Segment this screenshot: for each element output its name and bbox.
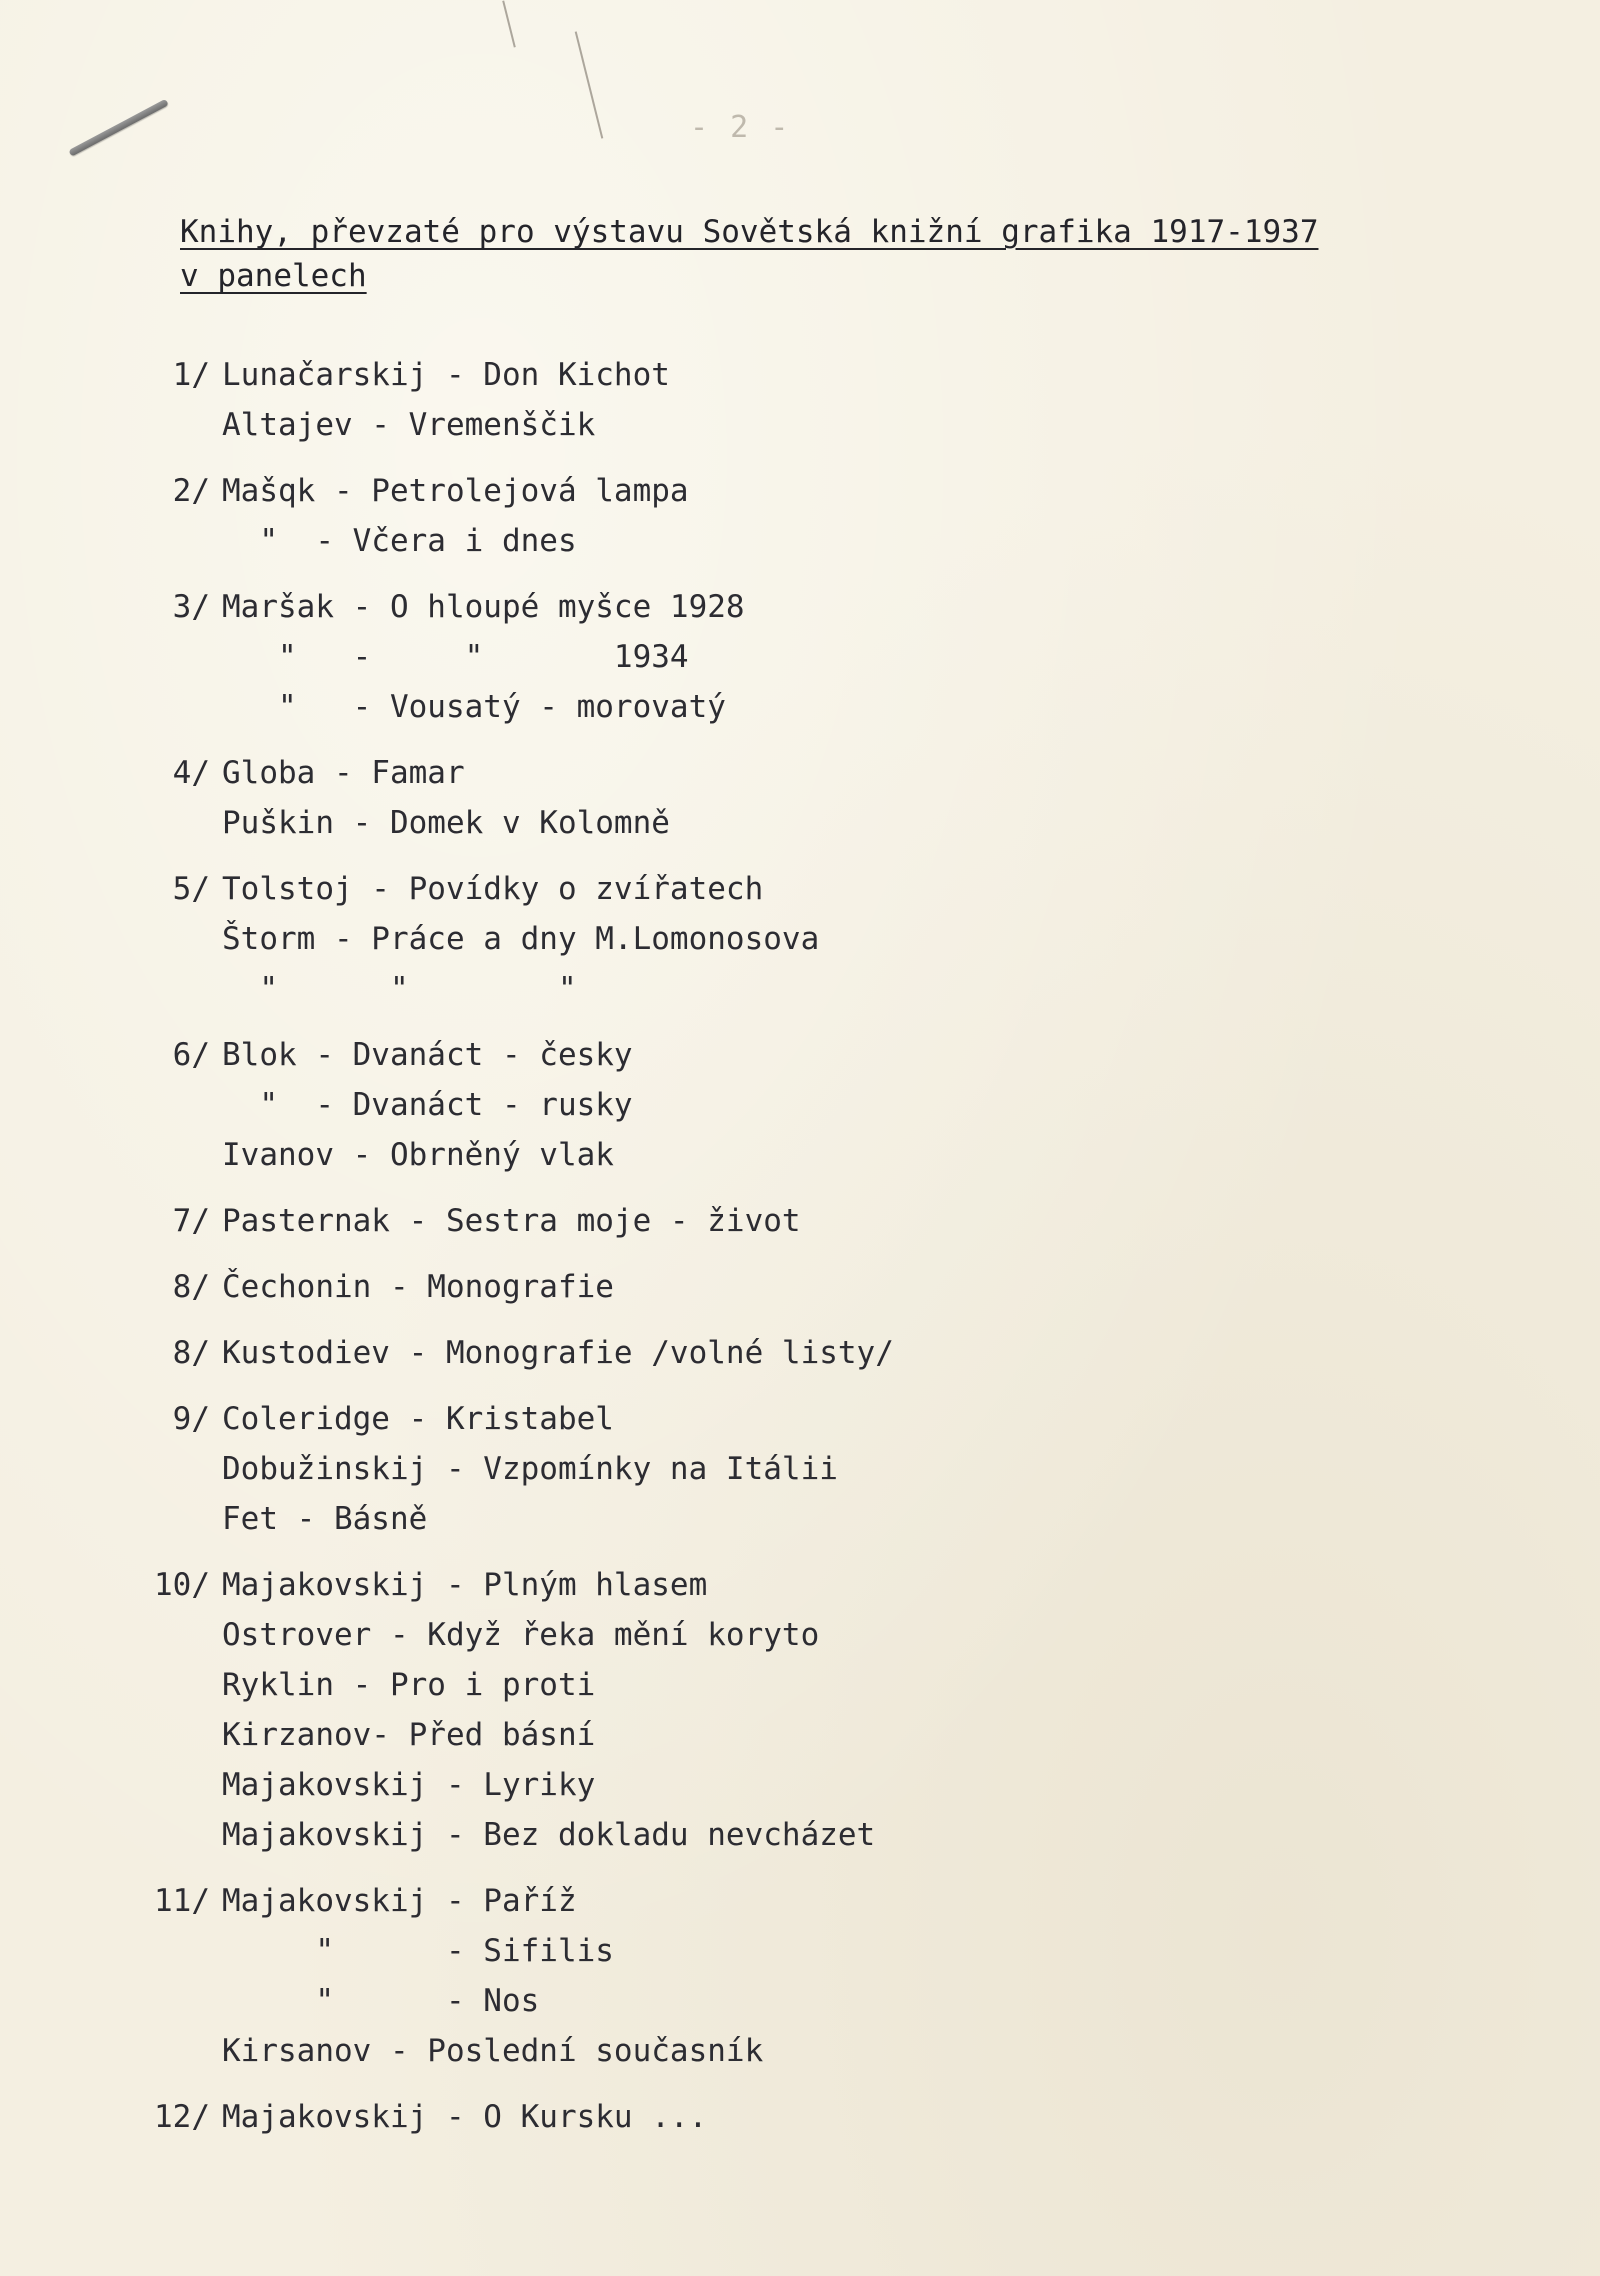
entry-line: Kustodiev - Monografie /volné listy/ — [222, 1335, 894, 1371]
entry-lines — [222, 864, 819, 1014]
entry-line: Mašqk - Petrolejová lampa — [222, 473, 689, 509]
entry-gap — [0, 450, 1600, 466]
entry-line: Globa - Famar — [222, 755, 465, 791]
entry-line: Kirsanov - Poslední současník — [222, 2033, 764, 2069]
entry-number: 2/ — [172, 473, 210, 509]
entry-lines — [222, 1030, 633, 1180]
entry-line: " - " 1934 — [222, 639, 689, 675]
entry-number: 7/ — [172, 1203, 210, 1239]
entry-lines — [222, 1262, 614, 1312]
entry-line: Majakovskij - O Kursku ... — [222, 2099, 708, 2135]
list-entry — [0, 350, 1600, 450]
page-number: - 2 - — [690, 110, 791, 145]
entry-number: 5/ — [172, 871, 210, 907]
entry-line: " - Vousatý - morovatý — [222, 689, 726, 725]
entry-lines — [222, 1394, 838, 1544]
entry-number: 1/ — [172, 357, 210, 393]
entry-gap — [0, 1544, 1600, 1560]
entry-gap — [0, 1246, 1600, 1262]
entry-line: Kirzanov- Před básní — [222, 1717, 596, 1753]
entry-lines — [222, 1876, 763, 2076]
entry-line: Dobužinskij - Vzpomínky na Itálii — [222, 1451, 838, 1487]
entry-lines — [222, 748, 670, 848]
entry-line: Majakovskij - Paříž — [222, 1883, 577, 1919]
entry-gap — [0, 1860, 1600, 1876]
entry-line: Majakovskij - Bez dokladu nevcházet — [222, 1817, 876, 1853]
entry-number: 10/ — [154, 1567, 210, 1603]
entry-number: 9/ — [172, 1401, 210, 1437]
list-entry — [0, 864, 1600, 1014]
entry-number: 3/ — [172, 589, 210, 625]
title-line-2: v panelech — [180, 258, 367, 294]
entry-line: Ostrover - Když řeka mění koryto — [222, 1617, 820, 1653]
entry-gap — [0, 1378, 1600, 1394]
entry-line: Lunačarskij - Don Kichot — [222, 357, 670, 393]
entry-line: Fet - Básně — [222, 1501, 428, 1537]
entry-line: Puškin - Domek v Kolomně — [222, 805, 670, 841]
entry-lines — [222, 582, 745, 732]
entry-line: Majakovskij - Lyriky — [222, 1767, 596, 1803]
paper-crease — [502, 0, 516, 47]
list-entry — [0, 1876, 1600, 2076]
list-entry — [0, 466, 1600, 566]
entry-line: Altajev - Vremenščik — [222, 407, 596, 443]
entry-lines — [222, 466, 689, 566]
entry-number: 4/ — [172, 755, 210, 791]
entry-line: " - Včera i dnes — [222, 523, 577, 559]
entry-line: Blok - Dvanáct - česky — [222, 1037, 633, 1073]
entry-number: 11/ — [154, 1883, 210, 1919]
entry-line: Tolstoj - Povídky o zvířatech — [222, 871, 764, 907]
entry-lines — [222, 2092, 707, 2142]
entry-gap — [0, 1312, 1600, 1328]
entry-lines — [222, 1196, 801, 1246]
entry-line: Majakovskij - Plným hlasem — [222, 1567, 708, 1603]
entry-line: Ivanov - Obrněný vlak — [222, 1137, 614, 1173]
entry-line: " - Nos — [222, 1983, 540, 2019]
list-entry — [0, 2092, 1600, 2142]
entry-line: Maršak - O hloupé myšce 1928 — [222, 589, 745, 625]
paper-clip — [68, 99, 168, 157]
entry-lines — [222, 1328, 894, 1378]
title-line-1: Knihy, převzaté pro výstavu Sovětská knižní grafika 1917-1937 — [180, 214, 1319, 250]
entry-line: Pasternak - Sestra moje - život — [222, 1203, 801, 1239]
paper-crease — [575, 31, 604, 138]
entry-line: " - Dvanáct - rusky — [222, 1087, 633, 1123]
document-title — [180, 210, 1318, 298]
entry-line: Coleridge - Kristabel — [222, 1401, 614, 1437]
entry-number: 8/ — [172, 1269, 210, 1305]
list-entry — [0, 1560, 1600, 1860]
entry-line: " " " — [222, 971, 577, 1007]
entry-number: 12/ — [154, 2099, 210, 2135]
list-entry — [0, 1030, 1600, 1180]
book-list — [0, 350, 1600, 2142]
list-entry — [0, 1328, 1600, 1378]
entry-line: " - Sifilis — [222, 1933, 614, 1969]
entry-gap — [0, 732, 1600, 748]
entry-gap — [0, 1180, 1600, 1196]
entry-line: Štorm - Práce a dny M.Lomonosova — [222, 921, 820, 957]
list-entry — [0, 582, 1600, 732]
list-entry — [0, 1196, 1600, 1246]
list-entry — [0, 1394, 1600, 1544]
list-entry — [0, 748, 1600, 848]
entry-line: Čechonin - Monografie — [222, 1269, 614, 1305]
entry-number: 6/ — [172, 1037, 210, 1073]
entry-gap — [0, 2076, 1600, 2092]
entry-line: Ryklin - Pro i proti — [222, 1667, 596, 1703]
entry-lines — [222, 1560, 875, 1860]
entry-gap — [0, 848, 1600, 864]
entry-gap — [0, 566, 1600, 582]
entry-lines — [222, 350, 670, 450]
entry-gap — [0, 1014, 1600, 1030]
entry-number: 8/ — [172, 1335, 210, 1371]
list-entry — [0, 1262, 1600, 1312]
